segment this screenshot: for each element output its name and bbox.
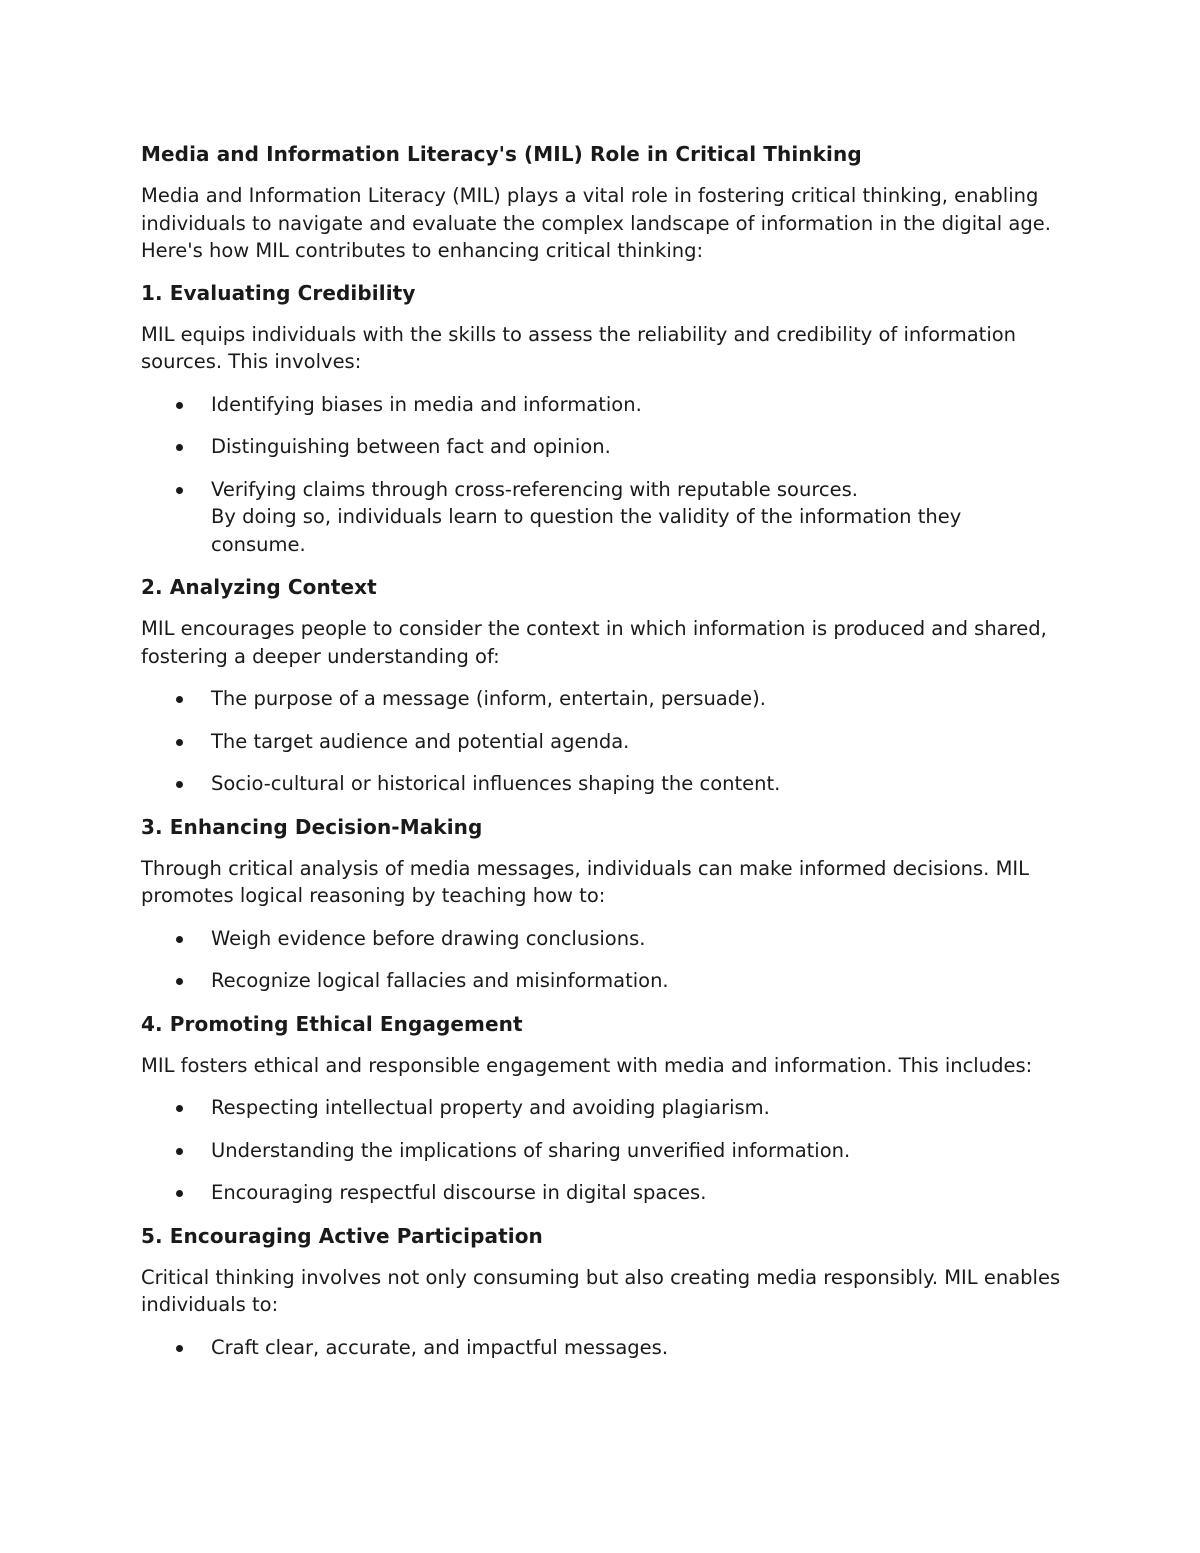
list-item [141, 1094, 1061, 1122]
list-item [141, 391, 1061, 419]
list-item-text: Verifying claims through cross-referencing with reputable sources. [211, 477, 859, 501]
list-item-text: The target audience and potential agenda. [211, 729, 630, 753]
bullet-list [141, 685, 1061, 798]
section-enhancing-decision-making [141, 813, 1061, 995]
document-title: Media and Information Literacy's (MIL) Role in Critical Thinking [141, 142, 862, 166]
section-evaluating-credibility [141, 279, 1061, 559]
list-item [141, 1137, 1061, 1165]
section-heading: 2. Analyzing Context [141, 575, 377, 599]
list-item [141, 728, 1061, 756]
section-body: MIL encourages people to consider the context in which information is produced and shared, fostering a deeper understanding of: [141, 617, 1047, 668]
list-item-text: The purpose of a message (inform, entertain, persuade). [211, 687, 766, 710]
section-heading: 5. Encouraging Active Participation [141, 1223, 543, 1248]
bullet-list [141, 1094, 1061, 1207]
list-item [141, 476, 1061, 559]
document-page [141, 140, 1061, 1376]
bullet-icon [176, 696, 183, 703]
intro-paragraph: Media and Information Literacy (MIL) plays a vital role in fostering critical thinking, enabling individuals to navigate and evaluate the complex landscape of information in the digital age. Here's how MIL contributes to enhancing critical thinking: [141, 184, 1051, 262]
list-item [141, 925, 1061, 953]
bullet-icon [176, 1190, 183, 1197]
list-item [141, 685, 1061, 713]
section-heading: 3. Enhancing Decision-Making [141, 814, 483, 839]
bullet-list [141, 925, 1061, 995]
list-item-text: Weigh evidence before drawing conclusions. [211, 926, 646, 950]
section-promoting-ethical-engagement [141, 1010, 1061, 1207]
bullet-list [141, 1334, 1061, 1362]
list-item-text: Identifying biases in media and information. [211, 392, 642, 416]
section-body: MIL fosters ethical and responsible engagement with media and information. This includes: [141, 1053, 1033, 1077]
list-item [141, 1334, 1061, 1362]
list-item-text: Understanding the implications of sharing unverified information. [211, 1138, 851, 1162]
list-item-text: Distinguishing between fact and opinion. [211, 435, 611, 458]
section-heading: 4. Promoting Ethical Engagement [141, 1011, 523, 1036]
bullet-icon [176, 402, 183, 409]
bullet-icon [176, 1105, 183, 1112]
section-body: MIL equips individuals with the skills to assess the reliability and credibility of information sources. This involves: [141, 322, 1017, 373]
list-item-text: Socio-cultural or historical influences shaping the content. [211, 772, 781, 795]
bullet-icon [176, 444, 183, 451]
section-analyzing-context [141, 573, 1061, 798]
list-item-text: Craft clear, accurate, and impactful messages. [211, 1335, 669, 1359]
section-body: Through critical analysis of media messages, individuals can make informed decisions. MIL promotes logical reasoning by teaching how to: [141, 856, 1030, 907]
bullet-icon [176, 936, 183, 943]
section-body: Critical thinking involves not only consuming but also creating media responsibly. MIL enables individuals to: [141, 1265, 1061, 1316]
bullet-icon [176, 978, 183, 985]
list-item-continuation: By doing so, individuals learn to question the validity of the information they consume. [211, 505, 962, 556]
list-item [141, 770, 1061, 798]
list-item [141, 967, 1061, 995]
list-item [141, 433, 1061, 461]
list-item [141, 1179, 1061, 1207]
list-item-text: Respecting intellectual property and avoiding plagiarism. [211, 1096, 770, 1119]
bullet-icon [176, 739, 183, 746]
section-encouraging-active-participation [141, 1222, 1061, 1362]
list-item-text: Recognize logical fallacies and misinformation. [211, 969, 669, 992]
bullet-list [141, 391, 1061, 559]
bullet-icon [176, 1148, 183, 1155]
bullet-icon [176, 487, 183, 494]
bullet-icon [176, 781, 183, 788]
bullet-icon [176, 1345, 183, 1352]
list-item-text: Encouraging respectful discourse in digital spaces. [211, 1181, 707, 1204]
section-heading: 1. Evaluating Credibility [141, 280, 416, 305]
